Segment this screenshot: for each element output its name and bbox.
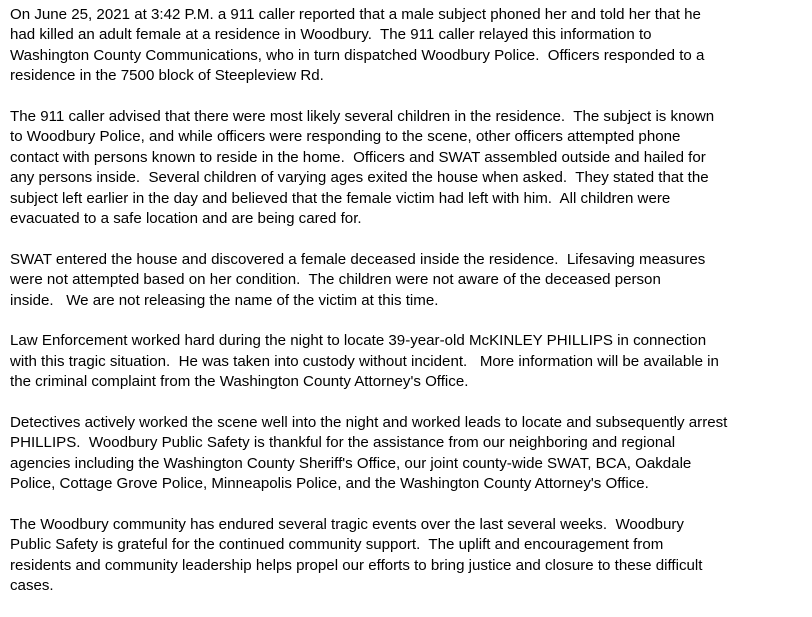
text-line: Public Safety is grateful for the continued community support. The uplift and encouragement from [10,536,664,554]
text-line: cases. [10,577,54,595]
text-line: PHILLIPS. Woodbury Public Safety is thankful for the assistance from our neighboring and regional [10,434,676,452]
text-line: Detectives actively worked the scene well into the night and worked leads to locate and subsequently arrest [10,414,728,432]
text-line: to Woodbury Police, and while officers were responding to the scene, other officers attempted phone [10,128,681,146]
text-line: Police, Cottage Grove Police, Minneapolis Police, and the Washington County Attorney's Office. [10,475,649,493]
text-line: contact with persons known to reside in the home. Officers and SWAT assembled outside and hailed for [10,148,706,166]
text-line: evacuated to a safe location and are being cared for. [10,210,362,228]
text-line: inside. We are not releasing the name of the victim at this time. [10,291,439,309]
text-line: subject left earlier in the day and believed that the female victim had left with him. All children were [10,189,671,207]
text-line: with this tragic situation. He was taken into custody without incident. More information will be available in [10,352,719,370]
text-line: agencies including the Washington County Sheriff's Office, our joint county-wide SWAT, BCA, Oakdale [10,454,692,472]
text-line: residence in the 7500 block of Steepleview Rd. [10,67,324,85]
text-line: The 911 caller advised that there were most likely several children in the residence. The subject is known [10,108,715,126]
text-line: the criminal complaint from the Washington County Attorney's Office. [10,373,469,391]
text-line: were not attempted based on her condition. The children were not aware of the deceased person [10,271,661,289]
paragraph-swat-entry [10,250,810,311]
text-line: SWAT entered the house and discovered a female deceased inside the residence. Lifesaving measures [10,250,706,268]
text-line: had killed an adult female at a residence in Woodbury. The 911 caller relayed this information to [10,26,652,44]
text-line: Washington County Communications, who in turn dispatched Woodbury Police. Officers responded to a [10,46,705,64]
paragraph-detectives-thanks [10,413,810,495]
text-line: any persons inside. Several children of varying ages exited the house when asked. They stated that the [10,169,709,187]
text-line: Law Enforcement worked hard during the night to locate 39-year-old McKINLEY PHILLIPS in connection [10,332,707,350]
text-line: residents and community leadership helps propel our efforts to bring justice and closure to these difficult [10,556,703,574]
paragraph-incident-report [10,5,810,87]
press-release-document [10,5,810,617]
paragraph-children-evacuated [10,107,810,229]
paragraph-community-support [10,515,810,597]
text-line: On June 25, 2021 at 3:42 P.M. a 911 caller reported that a male subject phoned her and told her that he [10,6,701,23]
text-line: The Woodbury community has endured several tragic events over the last several weeks. Woodbury [10,516,684,534]
paragraph-suspect-custody [10,331,810,392]
